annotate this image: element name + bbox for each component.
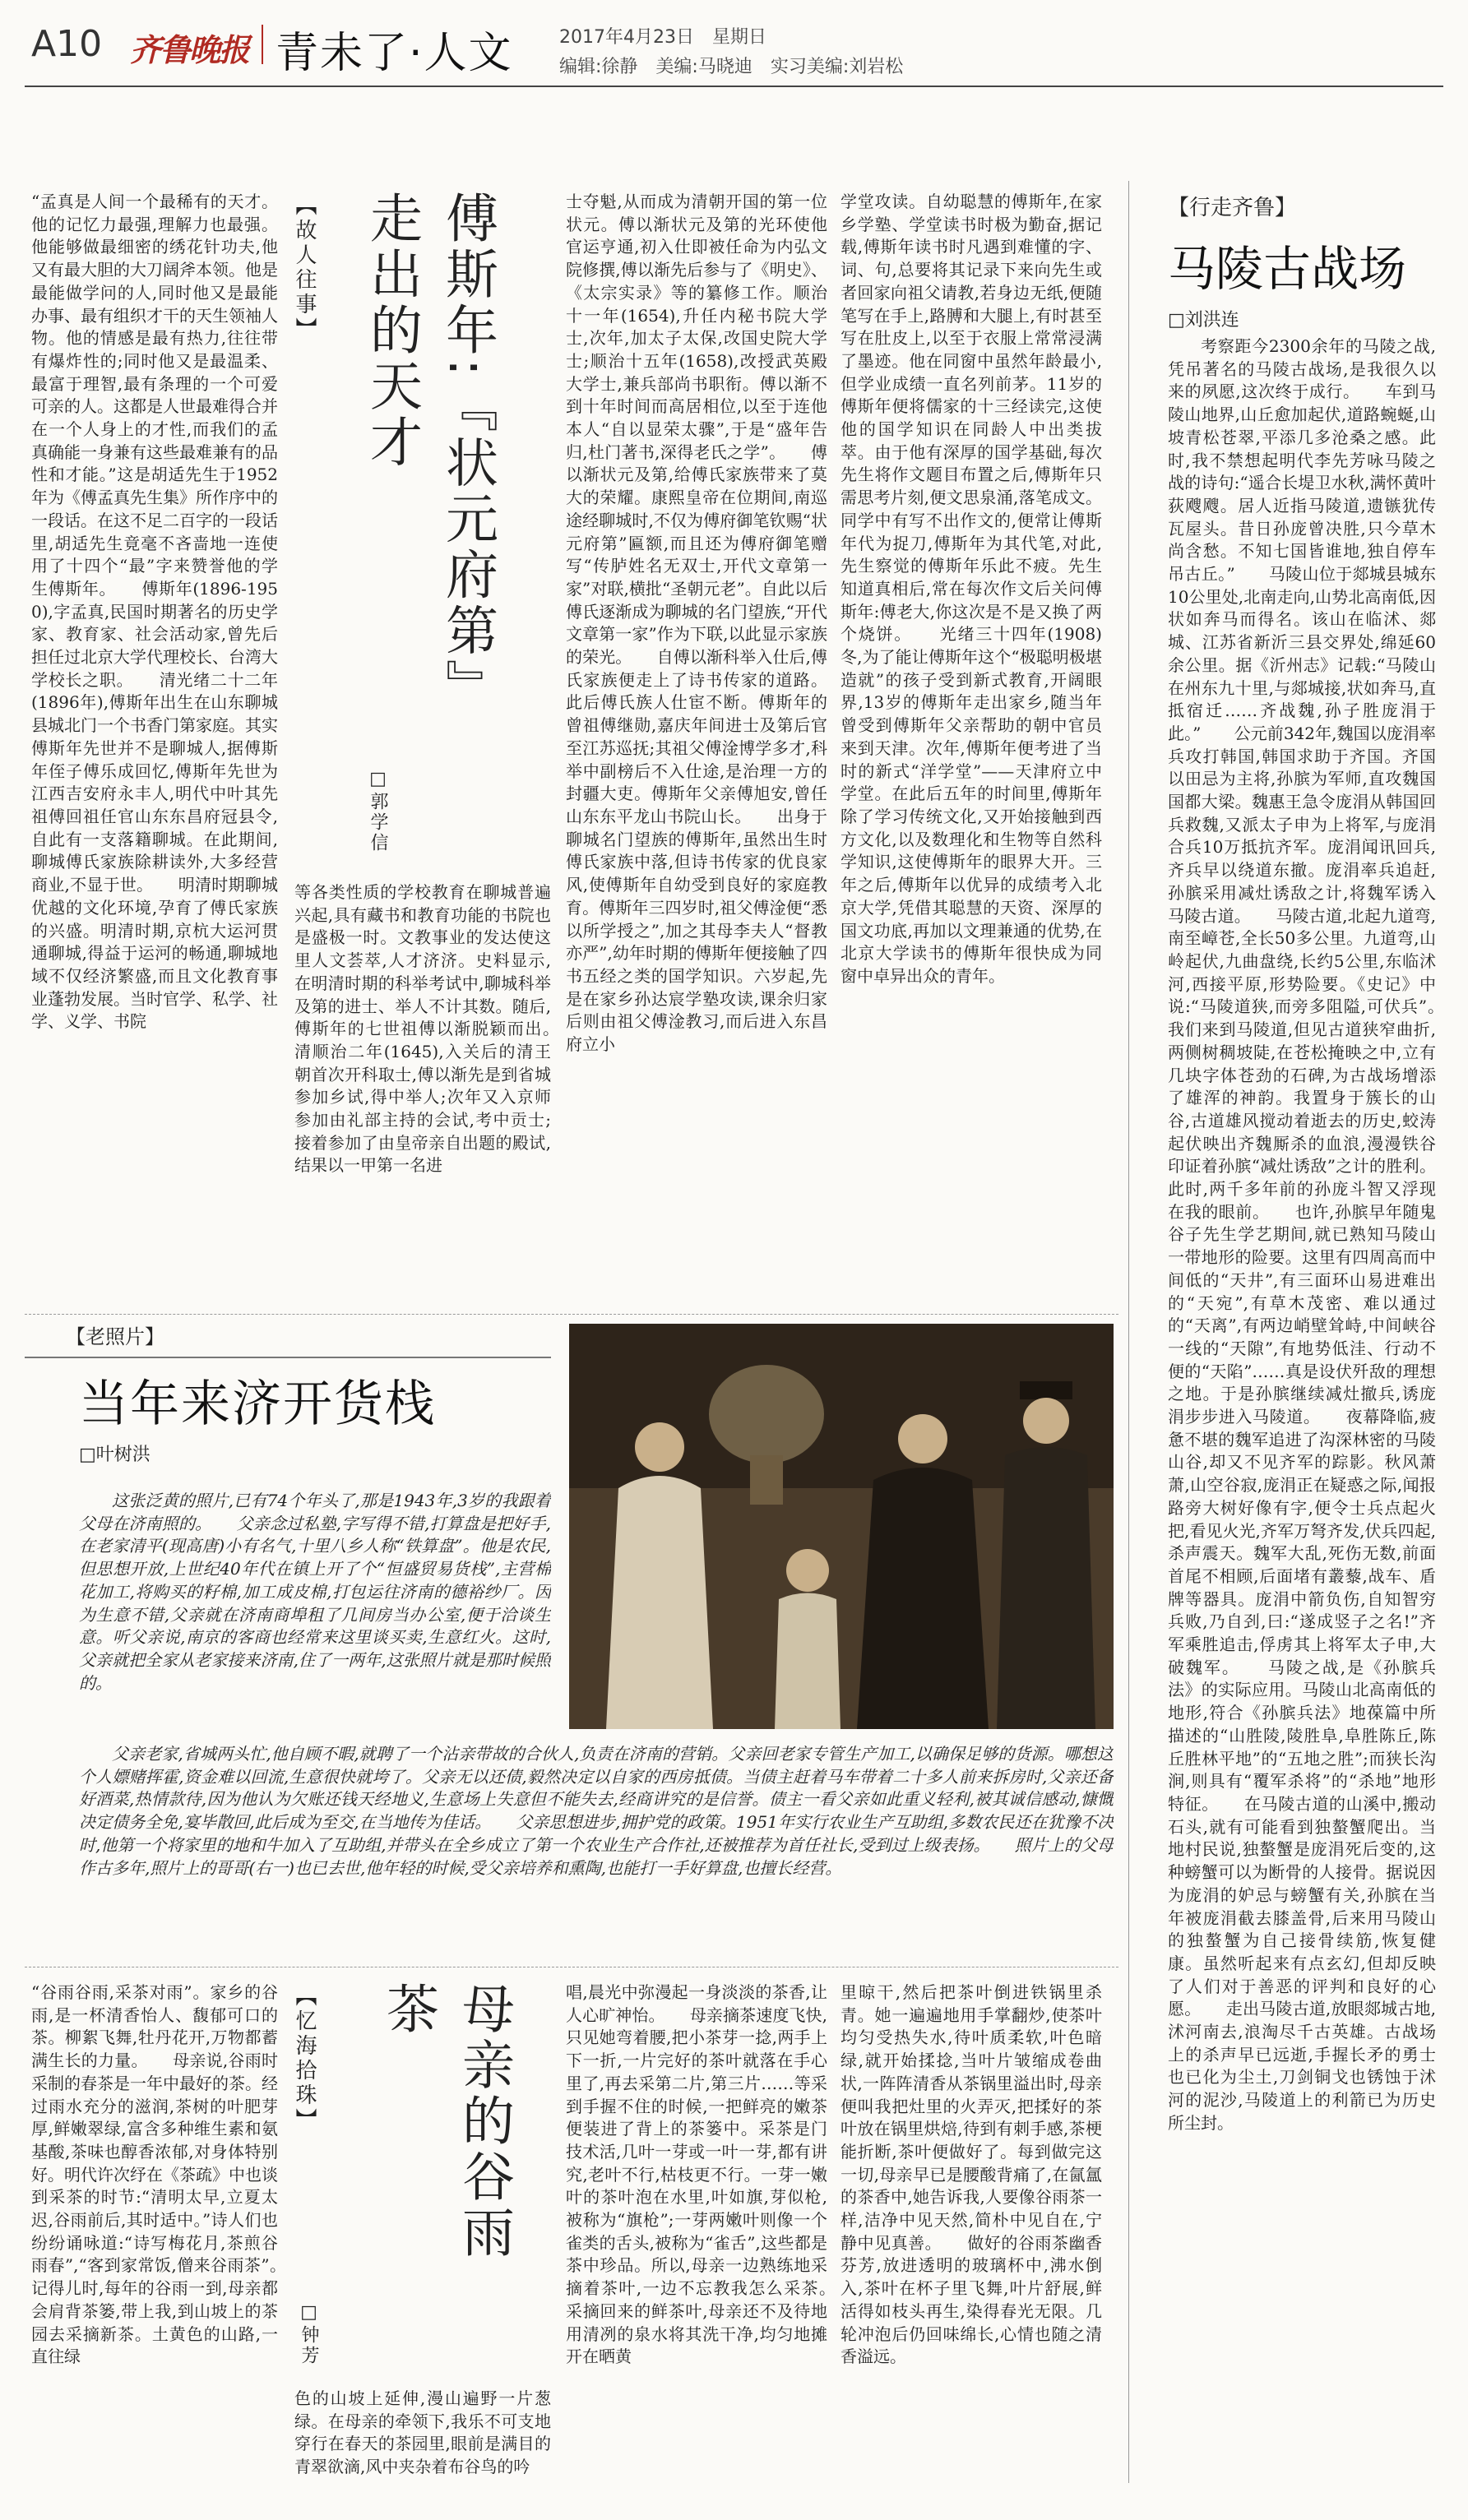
fu-article-byline xyxy=(365,769,391,857)
mu-article-col1: “谷雨谷雨,采茶对雨”。家乡的谷雨,是一杯清香怡人、馥郁可口的茶。柳絮飞舞,牡丹花开,万物都蓄满生长的力量。 母亲说,谷雨时采制的春茶是一年中最好的茶。经过雨水充分的滋润,茶树的叶肥芽厚,鲜嫩翠绿,富含多种维生素和氨基酸,茶味也醇香浓郁,对身体特别好。明代许次纾在《茶疏》中也谈到采茶的时节:“清明太早,立夏太迟,谷雨前后,其时适中。”诗人们也纷纷诵咏道:“诗写梅花月,茶煎谷雨春”,“客到家常饭,僧来谷雨茶”。 记得儿时,每年的谷雨一到,母亲都会肩背茶篓,带上我,到山坡上的茶园去采摘新茶。土黄色的山路,一直往绿 xyxy=(31,1982,278,2367)
paper-name-logo: 齐鲁晚报 xyxy=(130,31,249,68)
mu-article-byline-text: □钟芳 xyxy=(299,2302,319,2366)
issue-date: 2017年4月23日 星期日 xyxy=(559,27,766,48)
mu-article-title xyxy=(370,1981,521,2294)
huo-article-tag: 【老照片】 xyxy=(66,1325,164,1348)
fu-article-col2: 等各类性质的学校教育在聊城普遍兴起,具有藏书和教育功能的书院也是盛极一时。文教事业的发达使这里人文荟萃,人才济济。史料显示,在明清时期的科举考试中,聊城科举及第的进士、举人不计其数。随后,傅斯年的七世祖傅以渐脱颖而出。 清顺治二年(1645),入关后的清王朝首次开科取士,傅以渐先是到省城参加乡试,得中举人;次年又入京师参加由礼部主持的会试,考中贡士;接着参加了由皇帝亲自出题的殿试,结果以一甲第一名进 xyxy=(294,882,551,1176)
maling-article-tag: 【行走齐鲁】 xyxy=(1168,196,1297,220)
huo-article-title: 当年来济开货栈 xyxy=(79,1376,436,1433)
fu-article-title-text: 傅斯年:『状元府第』走出的天才 xyxy=(361,191,498,715)
family-photo xyxy=(569,1324,1114,1729)
maling-article-body: 考察距今2300余年的马陵之战,凭吊著名的马陵古战场,是我很久以来的夙愿,这次终于成行。 车到马陵山地界,山丘愈加起伏,道路蜿蜒,山坡青松苍翠,平添几多沧桑之感。此时,我不禁想起明代李先芳咏马陵之战的诗句:“遥合长堤卫水秋,满怀黄叶荻飕飕。居人近指马陵道,遗镞犹传瓦屋头。昔日孙庞曾决胜,只今草木尚含愁。不知七国皆谁地,独自停车吊古丘。” 马陵山位于郯城县城东10公里处,北南走向,山势北高南低,因状如奔马而得名。该山在临沭、郯城、江苏省新沂三县交界处,绵延60余公里。据《沂州志》记载:“马陵山在州东九十里,与郯城接,状如奔马,直抵宿迁……齐战魏,孙子胜庞涓于此。” 公元前342年,魏国以庞涓率兵攻打韩国,韩国求助于齐国。齐国以田忌为主将,孙膑为军师,直攻魏国国都大梁。魏惠王急令庞涓从韩国回兵救魏,又派太子申为上将军,与庞涓合兵10万抵抗齐军。庞涓闻讯回兵,齐兵早以绕道东撤。庞涓率兵追赶,孙膑采用减灶诱敌之计,将魏军诱入马陵古道。 马陵古道,北起九道弯,南至嶂苍,全长50多公里。九道弯,山岭起伏,九曲盘绕,长约5公里,东临沭河,西接平原,形势险要。《史记》中说:“马陵道狭,而旁多阻隘,可伏兵”。 我们来到马陵道,但见古道狭窄曲折,两侧树稠坡陡,在苍松掩映之中,立有几块字体苍劲的石碑,为古战场增添了雄浑的神韵。我置身于簇长的山谷,古道雄风搅动着逝去的历史,蛟涛起伏映出齐魏厮杀的血浪,漫漫铁谷印证着孙膑“减灶诱敌”之计的胜利。此时,两千多年前的孙庞斗智又浮现在我的眼前。 也许,孙膑早年随鬼谷子先生学艺期间,就已熟知马陵山一带地形的险要。这里有四周高而中间低的“天井”,有三面环山易进难出的“天宛”,有草木茂密、难以通过的“天离”,有两边峭壁耸峙,中间峡谷一线的“天隙”,有地势低洼、行动不便的“天陷”……真是设伏歼敌的理想之地。于是孙膑继续减灶撤兵,诱庞涓步步进入马陵道。 夜幕降临,疲惫不堪的魏军追进了沟深林密的马陵山谷,却又不见齐军的踪影。秋风萧萧,山空谷寂,庞涓正在疑惑之际,闻报路旁大树好像有字,便令士兵点起火把,看见火光,齐军万弩齐发,伏兵四起,杀声震天。魏军大乱,死伤无数,前面首尾不相顾,后面堵有叢藜,战车、盾牌等器具。庞涓中箭负伤,自知智穷兵败,乃自刭,曰:“遂成竖子之名!”齐军乘胜追击,俘虏其上将军太子申,大破魏军。 马陵之战,是《孙膑兵法》的实际应用。马陵山北高南低的地形,符合《孙膑兵法》地葆篇中所描述的“山胜陵,陵胜阜,阜胜陈丘,陈丘胜林平地”的“五地之胜”;而狭长沟涧,则具有“覆军杀将”的“杀地”地形特征。 在马陵古道的山溪中,搬动石头,就有可能看到独螯蟹爬出。当地村民说,独螯蟹是庞涓死后变的,这种螃蟹可以为断骨的人接骨。据说因为庞涓的妒忌与螃蟹有关,孙膑在当年被庞涓截去膝盖骨,后来用马陵山的独螯蟹为自己接骨续筋,恢复健康。虽然听起来有点玄幻,但却反映了人们对于善恶的评判和良好的心愿。 走出马陵古道,放眼郯城古地,沭河南去,浪淘尽千古英雄。古战场上的杀声早已远逝,手握长矛的勇士也已化为尘土,刀剑铜戈也锈蚀于沭河的泥沙,马陵道上的利箭已为历史所尘封。 xyxy=(1168,336,1436,2133)
editor-credits: 编辑:徐静 美编:马晓迪 实习美编:刘岩松 xyxy=(559,57,904,77)
mu-article-title-text: 母亲的谷雨茶 xyxy=(377,1981,514,2261)
fu-article-title xyxy=(354,191,505,766)
fu-article-col3: 士夺魁,从而成为清朝开国的第一位状元。傅以渐状元及第的光环使他官运亨通,初入仕即被任命为内弘文院修撰,傅以渐先后参与了《明史》、《太宗实录》等的纂修工作。顺治十一年(1654),升任内秘书院大学士,次年,加太子太保,改国史院大学士;顺治十五年(1658),改授武英殿大学士,兼兵部尚书职衔。傅以渐不到十年时间而高居相位,以至于连他本人“自以显荣太骤”,于是“盛年告归,杜门著书,深得老氏之学”。 傅以渐状元及第,给傅氏家族带来了莫大的荣耀。康熙皇帝在位期间,南巡途经聊城时,不仅为傅府御笔钦赐“状元府第”匾额,而且还为傅府御笔赠写“传胪姓名无双士,开代文章第一家”对联,横批“圣朝元老”。自此以后傅氏逐渐成为聊城的名门望族,“开代文章第一家”作为下联,以此显示家族的荣光。 自傅以渐科举入仕后,傅氏家族便走上了诗书传家的道路。此后傅氏族人仕宦不断。傅斯年的曾祖傅继勋,嘉庆年间进士及第后官至江苏巡抚;其祖父傅淦博学多才,科举中副榜后不入仕途,是治理一方的封疆大吏。傅斯年父亲傅旭安,曾任山东东平龙山书院山长。 出身于聊城名门望族的傅斯年,虽然出生时傅氏家族中落,但诗书传家的优良家风,使傅斯年自幼受到良好的家庭教育。傅斯年三四岁时,祖父傅淦便“悉以所学授之”,加之其母李夫人“督教亦严”,幼年时期的傅斯年便接触了四书五经之类的国学知识。六岁起,先是在家乡孙达宸学塾攻读,课余归家后则由祖父傅淦教习,而后进入东昌府立小 xyxy=(566,192,827,1055)
section-name: 青未了·人文 xyxy=(276,29,513,78)
mu-article-col4: 里晾干,然后把茶叶倒进铁锅里杀青。她一遍遍地用手掌翻炒,使茶叶均匀受热失水,待叶质柔软,叶色暗绿,就开始揉捻,当叶片皱缩成卷曲状,一阵阵清香从茶锅里溢出时,母亲便叫我把灶里的火弄灭,把揉好的茶叶放在锅里烘焙,待到有刺手感,茶梗能折断,茶叶便做好了。每到做完这一切,母亲早已是腰酸背痛了,在氤氲的茶香中,她告诉我,人要像谷雨茶一样,洁净中见天然,简朴中见自在,宁静中见真善。 做好的谷雨茶幽香芬芳,放进透明的玻璃杯中,沸水倒入,茶叶在杯子里飞舞,叶片舒展,鲜活得如枝头再生,染得春光无限。几轮冲泡后仍回味绵长,心情也随之清香溢远。 xyxy=(841,1982,1102,2367)
masthead-divider xyxy=(262,25,263,64)
fu-article-tag-text: 【故人往事】 xyxy=(292,194,317,342)
section-divider-top xyxy=(25,1314,1118,1315)
maling-article-byline: □刘洪连 xyxy=(1168,310,1239,331)
fu-article-tag xyxy=(289,194,320,345)
page-number: A10 xyxy=(31,23,103,65)
fu-article-col1: “孟真是人间一个最稀有的天才。他的记忆力最强,理解力也最强。他能够做最细密的绣花针功夫,他又有最大胆的大刀阔斧本领。他是最能做学问的人,同时他又是最能办事、最有组织才干的天生领袖人物。他的情感是最有热力,往往带有爆炸性的;同时他又是最温柔、最富于理智,最有条理的一个可爱可亲的人。这都是人世最难得合并在一个人身上的才性,而我们的孟真确能一身兼有这些最难兼有的品性和才能。”这是胡适先生于1952年为《傅孟真先生集》所作序中的一段话。在这不足二百字的一段话里,胡适先生竟毫不吝啬地一连使用了十四个“最”字来赞誉他的学生傅斯年。 傅斯年(1896-1950),字孟真,民国时期著名的历史学家、教育家、社会活动家,曾先后担任过北京大学代理校长、台湾大学校长之职。 清光绪二十二年(1896年),傅斯年出生在山东聊城县城北门一个书香门第家庭。其实傅斯年先世并不是聊城人,据傅斯年侄子傅乐成回忆,傅斯年先世为江西吉安府永丰人,明代中叶其先祖傅回祖任官山东东昌府冠县令,自此有一支落籍聊城。在此期间,聊城傅氏家族除耕读外,大多经营商业,不显于世。 明清时期聊城优越的文化环境,孕育了傅氏家族的兴盛。明清时期,京杭大运河贯通聊城,得益于运河的畅通,聊城地域不仅经济繁盛,而且文化教育事业蓬勃发展。当时官学、私学、社学、义学、书院 xyxy=(31,192,278,1032)
masthead-rule xyxy=(25,86,1443,87)
huo-article-para2: 父亲老家,省城两头忙,他自顾不暇,就聘了一个沾亲带故的合伙人,负责在济南的营销。父亲回老家专管生产加工,以确保足够的货源。哪想这个人嫖赌挥霍,资金难以回流,生意很快就垮了。父亲无以还债,毅然决定以自家的西房抵债。当债主赶着马车带着二十多人前来拆房时,父亲还备好酒菜,热情款待,因为他认为欠账还钱天经地义,生意场上失意但不能失去,经商讲究的是信誉。债主一看父亲如此重义轻利,被其诚信感动,慷慨决定债务全免,宴毕散回,此后成为至交,在当地传为佳话。 父亲思想进步,拥护党的政策。1951年实行农业生产互助组,多数农民还在犹豫不决时,他第一个将家里的地和牛加入了互助组,并带头在全乡成立了第一个农业生产合作社,还被推荐为首任社长,受到过上级表扬。 照片上的父母作古多年,照片上的哥哥(右一)也已去世,他年轻的时候,受父亲培养和熏陶,也能打一手好算盘,也擅长经营。 xyxy=(79,1744,1114,1878)
mu-article-tag-text: 【忆海拾珠】 xyxy=(292,1985,317,2133)
fu-article-col4: 学堂攻读。自幼聪慧的傅斯年,在家乡学塾、学堂读书时极为勤奋,据记载,傅斯年读书时凡遇到难懂的字、词、句,总要将其记录下来向先生或者回家向祖父请教,若身边无纸,便随笔写在手上,路膊和大腿上,有时甚至写在肚皮上,以至于衣服上常常浸满了墨迹。他在同窗中虽然年龄最小,但学业成绩一直名列前茅。11岁的傅斯年便将儒家的十三经读完,这使他的国学知识在同龄人中出类拔萃。由于他有深厚的国学基础,每次先生将作文题目布置之后,傅斯年只需思考片刻,便文思泉涌,落笔成文。同学中有写不出作文的,便常让傅斯年代为捉刀,傅斯年为其代笔,对此,先生察觉的傅斯年乐此不疲。先生知道真相后,常在每次作文后关问傅斯年:傅老大,你这次是不是又换了两个烧饼。 光绪三十四年(1908)冬,为了能让傅斯年这个“极聪明极堪造就”的孩子受到新式教育,开阔眼界,13岁的傅斯年走出家乡,随当年曾受到傅斯年父亲帮助的朝中官员来到天津。次年,傅斯年便考进了当时的新式“洋学堂”——天津府立中学堂。在此后五年的时间里,傅斯年除了学习传统文化,又开始接触到西方文化,以及数理化和生物等自然科学知识,这使傅斯年的眼界大开。三年之后,傅斯年以优异的成绩考入北京大学,凭借其聪慧的天资、深厚的国文功底,再加以文理兼通的优势,在北京大学读书的傅斯年很快成为同窗中卓异出众的青年。 xyxy=(841,192,1102,986)
masthead xyxy=(0,0,1468,92)
huo-article-para1: 这张泛黄的照片,已有74个年头了,那是1943年,3岁的我跟着父母在济南照的。 父亲念过私塾,字写得不错,打算盘是把好手,在老家清平(现高唐)小有名气,十里八乡人称“铁算盘”。他是农民,但思想开放,上世纪40年代在镇上开了个“恒盛贸易货栈”,主营棉花加工,将购买的籽棉,加工成皮棉,打包运往济南的德裕纱厂。因为生意不错,父亲就在济南商埠租了几间房当办公室,便于洽谈生意。听父亲说,南京的客商也经常来这里谈买卖,生意红火。这时,父亲就把全家从老家接来济南,住了一两年,这张照片就是那时候照的。 xyxy=(79,1491,551,1693)
huo-article-byline: □叶树洪 xyxy=(79,1445,151,1465)
mu-article-byline xyxy=(296,2302,322,2370)
mu-article-col3: 唱,晨光中弥漫起一身淡淡的茶香,让人心旷神怡。 母亲摘茶速度飞快,只见她弯着腰,把小茶芽一捻,两手上下一折,一片完好的茶叶就落在手心里了,再去采第二片,第三片……等采到手握不住的时候,一把鲜亮的嫩茶便装进了背上的茶篓中。采茶是门技术活,几叶一芽或一叶一芽,都有讲究,老叶不行,枯枝更不行。一芽一嫩叶的茶叶泡在水里,叶如旗,芽似枪,被称为“旗枪”;一芽两嫩叶则像一个雀类的舌头,被称为“雀舌”,这些都是茶中珍品。所以,母亲一边熟练地采摘着茶叶,一边不忘教我怎么采茶。 采摘回来的鲜茶叶,母亲还不及待地用清冽的泉水将其洗干净,均匀地摊开在晒黄 xyxy=(566,1982,827,2367)
maling-article-title: 马陵古战场 xyxy=(1168,241,1407,297)
mu-article-tag xyxy=(289,1985,320,2136)
fu-article-byline-text: □郭学信 xyxy=(368,769,388,853)
family-photo-figures xyxy=(569,1324,1114,1729)
column-divider xyxy=(1128,181,1129,2483)
mu-article-col2: 色的山坡上延伸,漫山遍野一片葱绿。在母亲的牵领下,我乐不可支地穿行在春天的茶园里,眼前是满目的青翠欲滴,风中夹杂着布谷鸟的吟 xyxy=(294,2388,551,2477)
